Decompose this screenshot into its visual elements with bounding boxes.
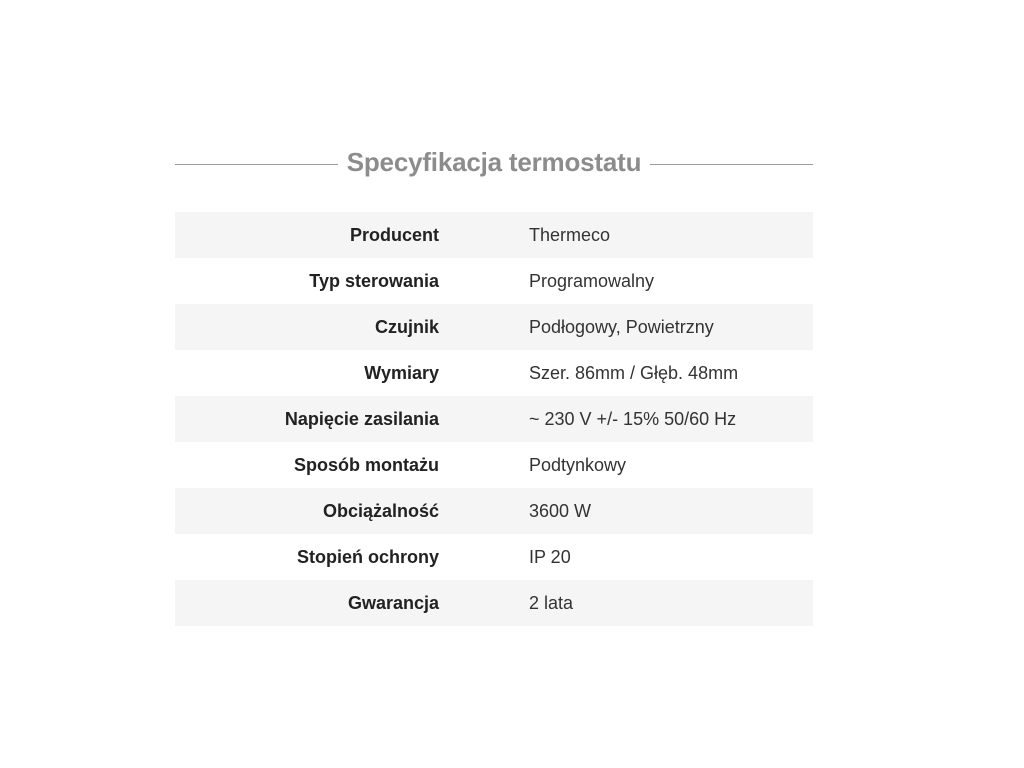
spec-label: Typ sterowania <box>309 270 439 291</box>
spec-label: Wymiary <box>364 362 439 383</box>
spec-row-typ-sterowania <box>175 258 813 304</box>
spec-label: Producent <box>349 224 439 245</box>
spec-row-producent <box>175 212 813 258</box>
heading-divider-right <box>650 164 813 165</box>
spec-label: Stopień ochrony <box>296 546 439 567</box>
spec-row-wymiary <box>175 350 813 396</box>
spec-value: IP 20 <box>529 546 571 567</box>
spec-label: Czujnik <box>374 316 439 337</box>
spec-value: ~ 230 V +/- 15% 50/60 Hz <box>529 408 737 429</box>
spec-value: Thermeco <box>529 224 611 245</box>
section-heading <box>175 140 813 184</box>
spec-row-napiecie-zasilania <box>175 396 813 442</box>
spec-value: Programowalny <box>529 270 655 291</box>
spec-value: 3600 W <box>529 500 592 521</box>
spec-value: 2 lata <box>529 592 574 613</box>
spec-row-stopien-ochrony <box>175 534 813 580</box>
spec-section <box>175 140 813 626</box>
spec-value: Podtynkowy <box>529 454 627 475</box>
spec-label: Obciążalność <box>322 500 439 521</box>
spec-label: Gwarancja <box>347 592 439 613</box>
spec-row-obciazalnosc <box>175 488 813 534</box>
spec-value: Podłogowy, Powietrzny <box>529 316 714 337</box>
heading-divider-left <box>175 164 338 165</box>
spec-row-gwarancja <box>175 580 813 626</box>
spec-table <box>175 212 813 626</box>
spec-row-sposob-montazu <box>175 442 813 488</box>
spec-row-czujnik <box>175 304 813 350</box>
section-title: Specyfikacja termostatu <box>346 146 642 177</box>
spec-label: Sposób montażu <box>294 454 439 475</box>
spec-label: Napięcie zasilania <box>284 408 439 429</box>
spec-value: Szer. 86mm / Głęb. 48mm <box>529 362 739 383</box>
